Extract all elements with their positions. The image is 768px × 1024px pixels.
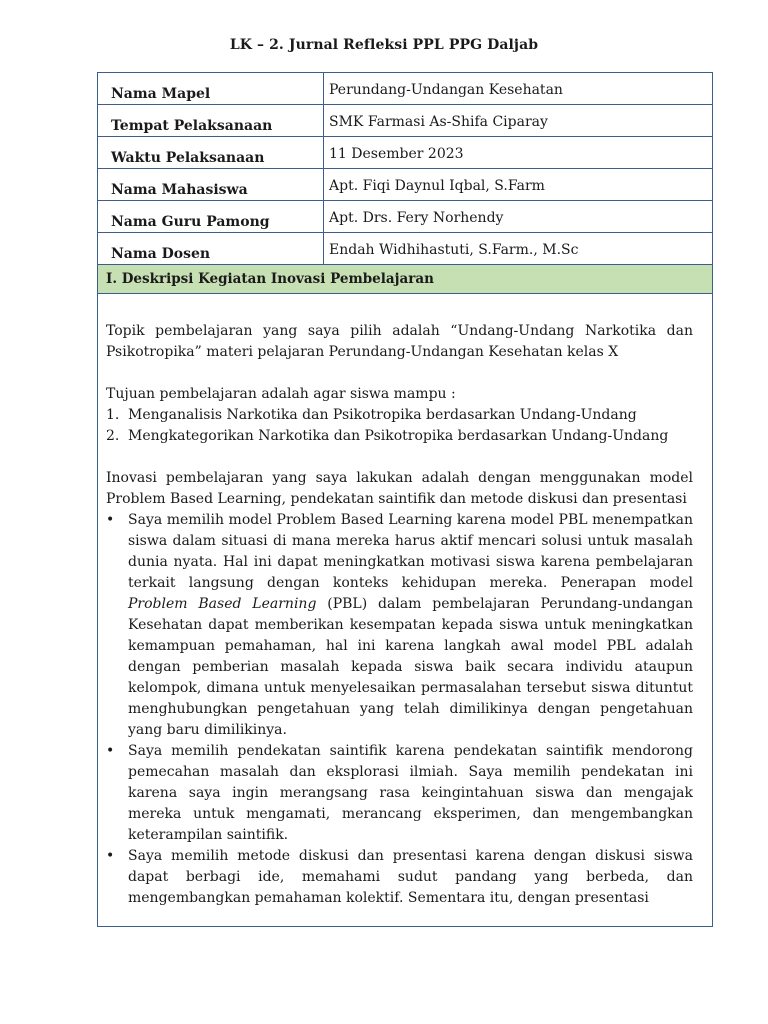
info-value: Apt. Fiqi Daynul Iqbal, S.Farm: [324, 169, 713, 201]
bullet-icon: •: [106, 512, 115, 528]
list-item: [106, 846, 693, 909]
list-number: 1.: [106, 407, 120, 423]
info-label: Nama Dosen: [98, 233, 324, 265]
topic-paragraph: Topik pembelajaran yang saya pilih adalah “Undang-Undang Narkotika dan Psikotropika” materi pelajaran Perundang-Undangan Kesehatan kelas X: [106, 323, 693, 360]
list-item: [106, 741, 693, 846]
bullet-text: Saya memilih metode diskusi dan presentasi karena dengan diskusi siswa dapat berbagi ide, memahami sudut pandang yang berbeda, dan mengembangkan pemahaman kolektif. Sementara itu, dengan presentasi: [128, 848, 693, 906]
list-number: 2.: [106, 428, 120, 444]
bullet-icon: •: [106, 743, 115, 759]
info-row-waktu: [98, 137, 712, 169]
bullet-text: Saya memilih pendekatan saintifik karena pendekatan saintifik mendorong pemecahan masalah dan eksplorasi ilmiah. Saya memilih pendekatan ini karena saya ingin merangsang rasa keingintahuan siswa dan mengajak mereka untuk mengamati, merancang eksperimen, dan mengembangkan keterampilan saintifik.: [128, 743, 693, 843]
list-item: [106, 405, 693, 426]
bullet-text-italic: Problem Based Learning: [128, 596, 317, 612]
list-item: [106, 426, 693, 447]
list-text: Mengkategorikan Narkotika dan Psikotropika berdasarkan Undang-Undang: [128, 428, 669, 444]
goal-list: [106, 405, 693, 447]
section-content: [98, 294, 712, 909]
info-label: Tempat Pelaksanaan: [98, 105, 324, 137]
info-value: Apt. Drs. Fery Norhendy: [324, 201, 713, 233]
info-value: SMK Farmasi As-Shifa Ciparay: [324, 105, 713, 137]
info-row-tempat: [98, 105, 712, 137]
info-value: 11 Desember 2023: [324, 137, 713, 169]
bullet-text-part: Saya memilih model Problem Based Learning karena model PBL menempatkan siswa dalam situasi di mana mereka harus aktif mencari solusi untuk masalah dunia nyata. Hal ini dapat meningkatkan motivasi siswa karena pembelajaran terkait langsung dengan konteks kehidupan mereka. Penerapan model: [128, 512, 693, 591]
document-title: LK – 2. Jurnal Refleksi PPL PPG Daljab: [229, 37, 539, 53]
info-value: Endah Widhihastuti, S.Farm., M.Sc: [324, 233, 713, 265]
bullet-list: [106, 510, 693, 909]
bullet-text-part: (PBL) dalam pembelajaran Perundang-undangan Kesehatan dapat memberikan kesempatan kepada siswa untuk meningkatkan kemampuan pemahaman, hal ini karena langkah awal model PBL adalah dengan pemberian masalah kepada siswa baik secara individu ataupun kelompok, dimana untuk menyelesaikan permasalahan tersebut siswa dituntut menghubungkan pengetahuan yang telah dimilikinya dengan pengetahuan yang baru dimilikinya.: [128, 596, 693, 738]
goal-intro: Tujuan pembelajaran adalah agar siswa mampu :: [106, 386, 456, 402]
bullet-icon: •: [106, 848, 115, 864]
list-item: [106, 510, 693, 741]
info-label: Waktu Pelaksanaan: [98, 137, 324, 169]
list-text: Menganalisis Narkotika dan Psikotropika berdasarkan Undang-Undang: [128, 407, 637, 423]
info-row-mapel: [98, 73, 712, 105]
info-label: Nama Guru Pamong: [98, 201, 324, 233]
section-heading: I. Deskripsi Kegiatan Inovasi Pembelajaran: [98, 265, 712, 294]
info-row-dosen: [98, 233, 712, 265]
info-label: Nama Mapel: [98, 73, 324, 105]
journal-frame: [97, 72, 713, 927]
info-table: [98, 73, 712, 265]
info-label: Nama Mahasiswa: [98, 169, 324, 201]
info-value: Perundang-Undangan Kesehatan: [324, 73, 713, 105]
info-row-guru-pamong: [98, 201, 712, 233]
innovation-intro: Inovasi pembelajaran yang saya lakukan adalah dengan menggunakan model Problem Based Learning, pendekatan saintifik dan metode diskusi dan presentasi: [106, 470, 693, 507]
info-row-mahasiswa: [98, 169, 712, 201]
